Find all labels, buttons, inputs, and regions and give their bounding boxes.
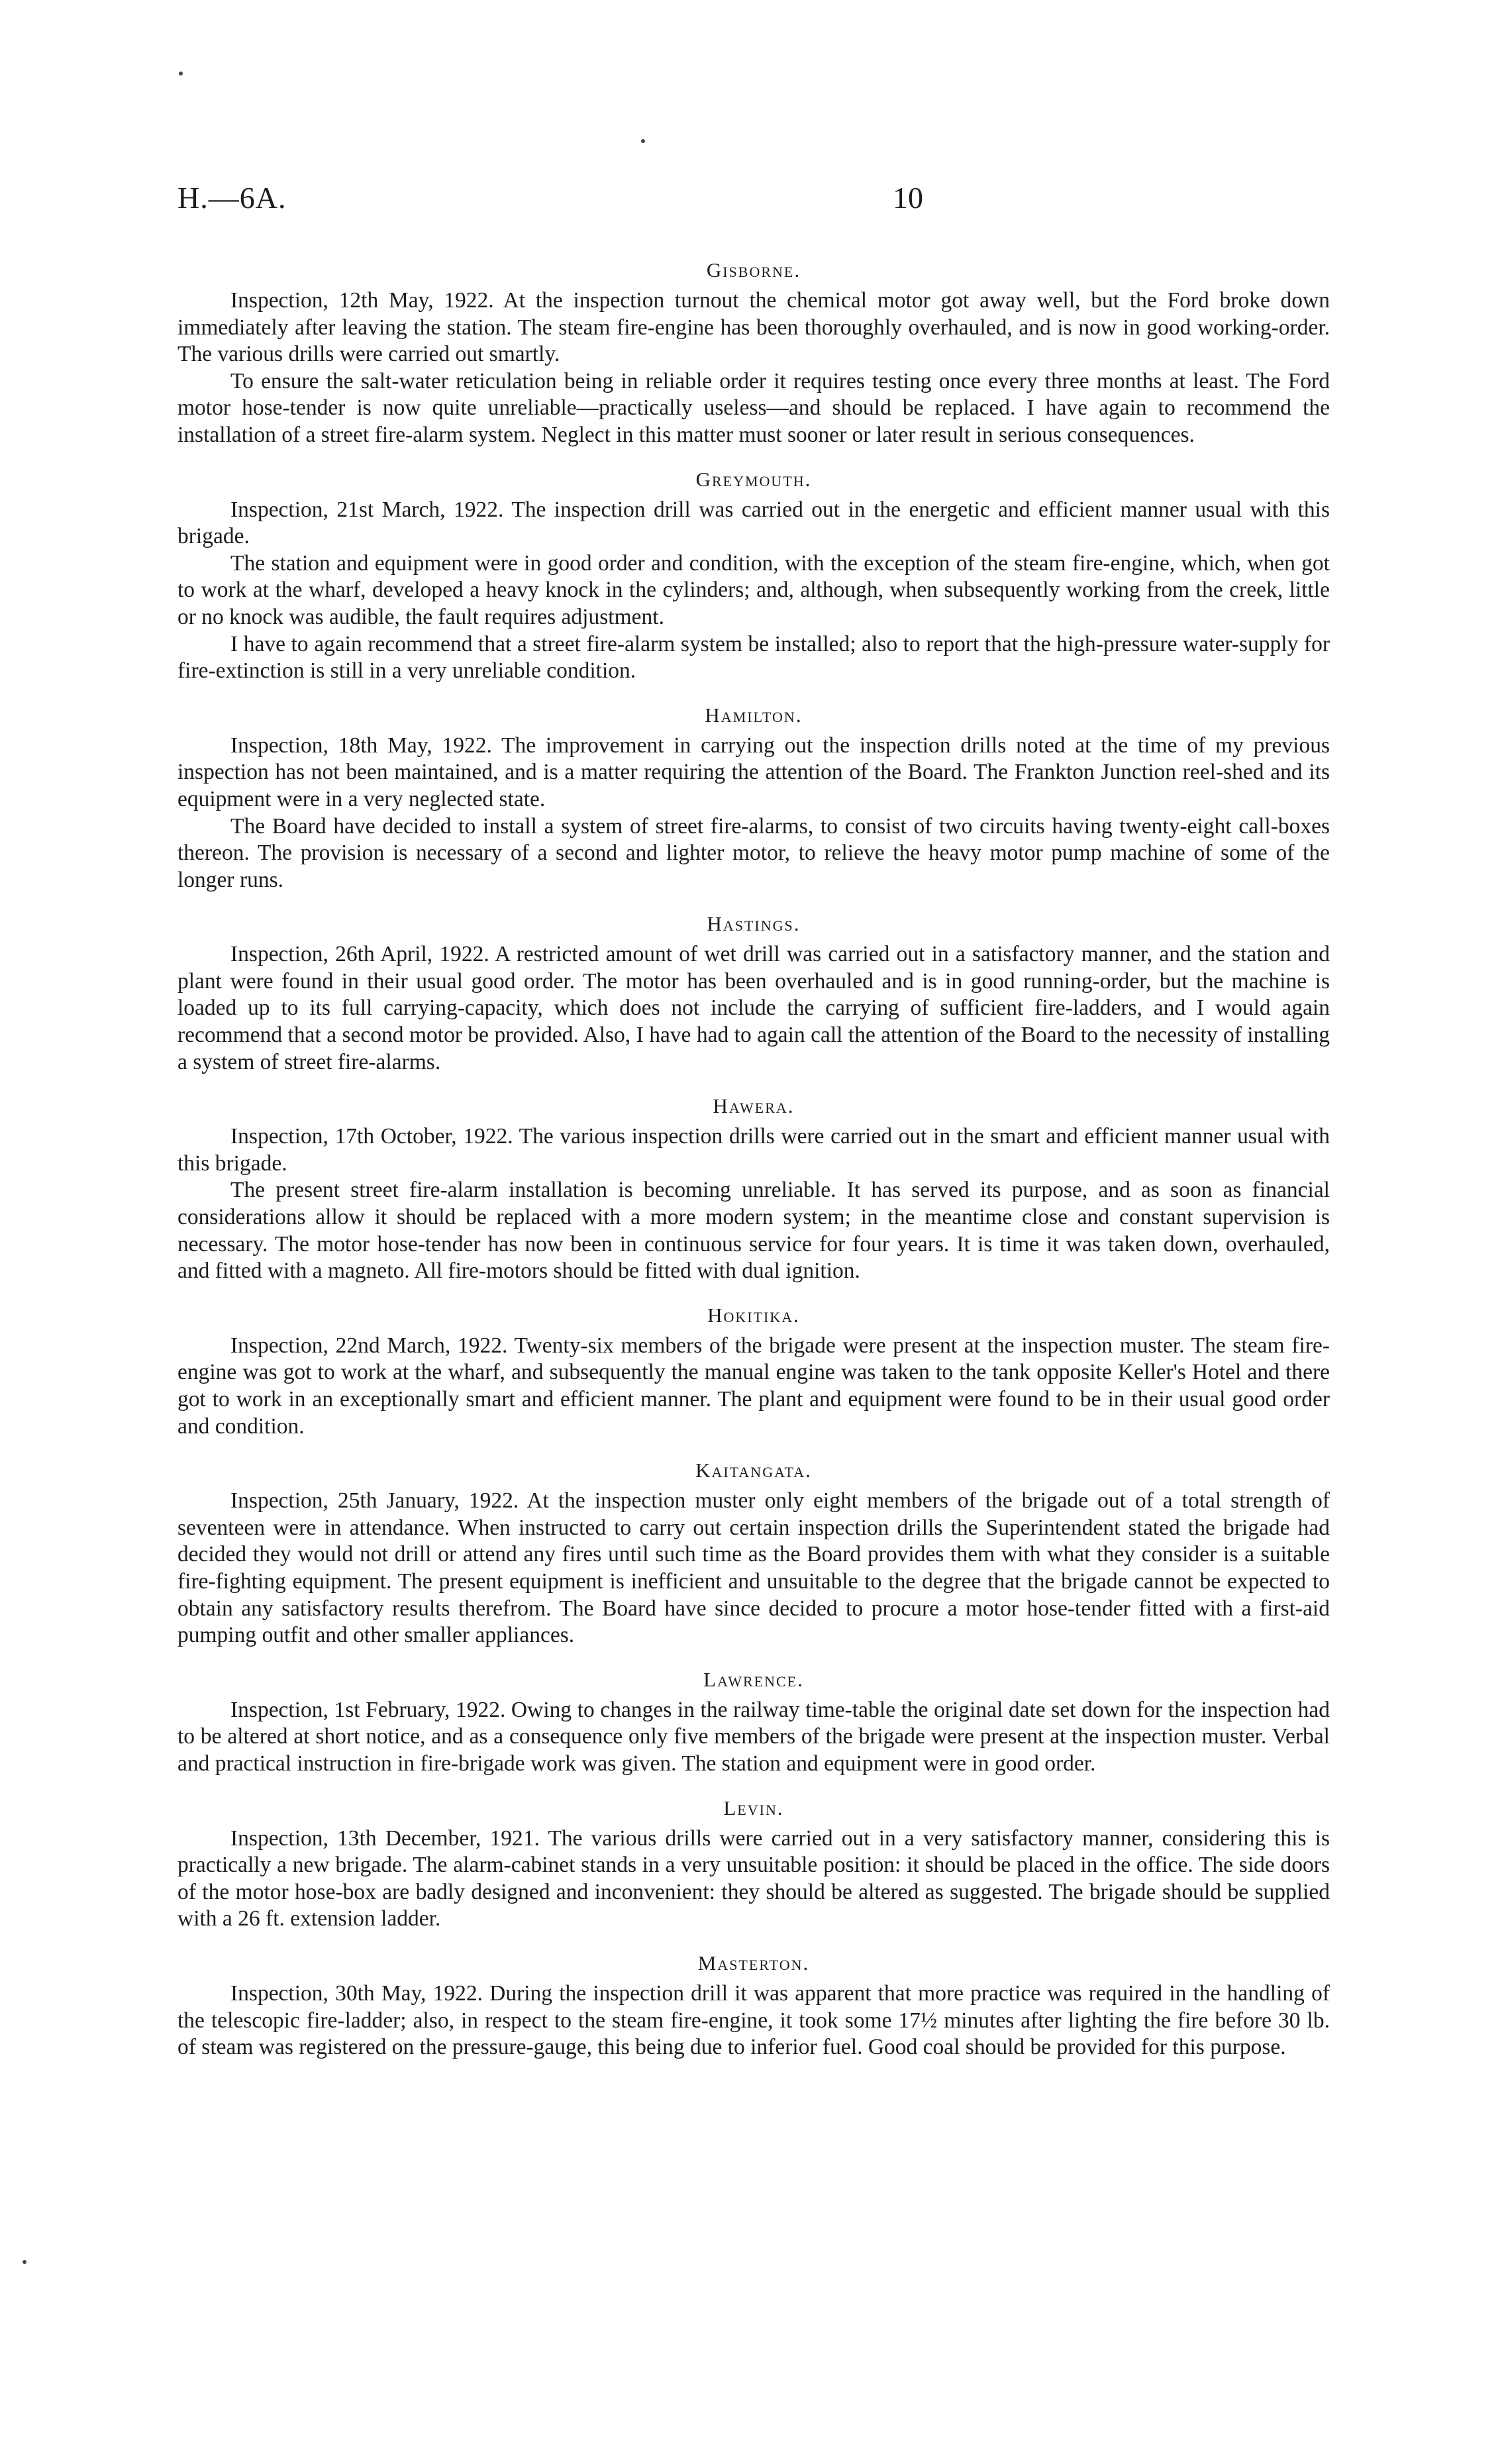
section-title: Greymouth. <box>695 467 812 491</box>
paragraph: Inspection, 13th December, 1921. The various drills were carried out in a very satisfactory manner, considering this is practically a new brigade. The alarm-cabinet stands in a very unsuitable position: it should be placed in the office. The side doors of the motor hose-box are badly designed and inconvenient: they should be altered as suggested. The brigade should be supplied with a 26 ft. extension ladder. <box>177 1825 1330 1931</box>
paragraph: Inspection, 25th January, 1922. At the inspection muster only eight members of the brigade out of a total strength of seventeen were in attendance. When instructed to carry out certain inspection drills the Superintendent stated the brigade had decided they would not drill or attend any fires until such time as the Board provides them with what they consider is a suitable fire-fighting equipment. The present equipment is inefficient and unsuitable to the degree that the brigade cannot be expected to obtain any satisfactory results therefrom. The Board have since decided to procure a motor hose-tender fitted with a first-aid pumping outfit and other smaller appliances. <box>177 1488 1330 1648</box>
section-title: Lawrence. <box>703 1667 804 1691</box>
paragraph: Inspection, 26th April, 1922. A restricted amount of wet drill was carried out in a satisfactory manner, and the station and plant were found in their usual good order. The motor has been overhauled and is in good running-order, but the machine is loaded up to its full carrying-capacity, which does not include the carrying of sufficient fire-ladders, and I would again recommend that a second motor be provided. Also, I have had to again call the attention of the Board to the necessity of installing a system of street fire-alarms. <box>177 942 1330 1074</box>
section-lawrence <box>177 1667 1330 1778</box>
section-title: Hastings. <box>707 912 801 936</box>
paragraph: The station and equipment were in good order and condition, with the exception of the steam fire-engine, which, when got to work at the wharf, developed a heavy knock in the cylinders; and, although, when subsequently working from the creek, little or no knock was audible, the fault requires adjustment. <box>177 550 1330 629</box>
paragraph: Inspection, 17th October, 1922. The various inspection drills were carried out in the smart and efficient manner usual with this brigade. <box>177 1124 1330 1176</box>
print-speck <box>23 2260 26 2264</box>
page-number: 10 <box>893 181 923 215</box>
print-speck <box>641 139 645 143</box>
section-title: Gisborne. <box>706 258 801 282</box>
section-hamilton <box>177 702 1330 894</box>
document-reference: H.—6A. <box>177 181 287 215</box>
section-title: Kaitangata. <box>695 1459 812 1482</box>
paragraph: Inspection, 12th May, 1922. At the inspection turnout the chemical motor got away well, but the Ford broke down immediately after leaving the station. The steam fire-engine has been thoroughly overhauled, and is now in good working-order. The various drills were carried out smartly. <box>177 288 1330 367</box>
paragraph: Inspection, 21st March, 1922. The inspection drill was carried out in the energetic and efficient manner usual with this brigade. <box>177 497 1330 549</box>
paragraph: Inspection, 22nd March, 1922. Twenty-six members of the brigade were present at the inspection muster. The steam fire-engine was got to work at the wharf, and subsequently the manual engine was taken to the tank opposite Keller's Hotel and there got to work in an exceptionally smart and efficient manner. The plant and equipment were found to be in their usual good order and condition. <box>177 1333 1330 1439</box>
page-content <box>177 257 1330 2079</box>
print-speck <box>179 72 183 76</box>
section-hastings <box>177 911 1330 1076</box>
paragraph: Inspection, 18th May, 1922. The improvement in carrying out the inspection drills noted at the time of my previous inspection has not been maintained, and is a matter requiring the attention of the Board. The Frankton Junction reel-shed and its equipment were in a very neglected state. <box>177 733 1330 811</box>
section-title: Hokitika. <box>707 1303 800 1327</box>
page-header <box>177 180 1330 220</box>
section-title: Levin. <box>723 1796 784 1820</box>
paragraph: Inspection, 30th May, 1922. During the inspection drill it was apparent that more practice was required in the handling of the telescopic fire-ladder; also, in respect to the steam fire-engine, it took some 17½ minutes after lighting the fire before 30 lb. of steam was registered on the pressure-gauge, this being due to inferior fuel. Good coal should be provided for this purpose. <box>177 1980 1330 2060</box>
paragraph: Inspection, 1st February, 1922. Owing to changes in the railway time-table the original date set down for the inspection had to be altered at short notice, and as a consequence only five members of the brigade were present at the inspection muster. Verbal and practical instruction in fire-brigade work was given. The station and equipment were in good order. <box>177 1697 1330 1776</box>
section-kaitangata <box>177 1457 1330 1649</box>
section-hawera <box>177 1093 1330 1285</box>
section-masterton <box>177 1950 1330 2061</box>
section-title: Hamilton. <box>705 703 803 727</box>
section-title: Hawera. <box>713 1094 795 1118</box>
paragraph: The Board have decided to install a system of street fire-alarms, to consist of two circuits having twenty-eight call-boxes thereon. The provision is necessary of a second and lighter motor, to relieve the heavy motor pump machine of some of the longer runs. <box>177 813 1330 892</box>
section-hokitika <box>177 1302 1330 1440</box>
paragraph: To ensure the salt-water reticulation being in reliable order it requires testing once every three months at least. The Ford motor hose-tender is now quite unreliable—practically useless—and should be replaced. I have again to recommend the installation of a street fire-alarm system. Neglect in this matter must sooner or later result in serious consequences. <box>177 368 1330 447</box>
section-greymouth <box>177 466 1330 685</box>
section-gisborne <box>177 257 1330 449</box>
paragraph: The present street fire-alarm installation is becoming unreliable. It has served its purpose, and as soon as financial considerations allow it should be replaced with a more modern system; in the meantime close and constant supervision is necessary. The motor hose-tender has now been in continuous service for four years. It is time it was taken down, overhauled, and fitted with a magneto. All fire-motors should be fitted with dual ignition. <box>177 1178 1330 1284</box>
section-title: Masterton. <box>697 1951 810 1975</box>
paragraph: I have to again recommend that a street fire-alarm system be installed; also to report that the high-pressure water-supply for fire-extinction is still in a very unreliable condition. <box>177 631 1330 684</box>
section-levin <box>177 1795 1330 1933</box>
